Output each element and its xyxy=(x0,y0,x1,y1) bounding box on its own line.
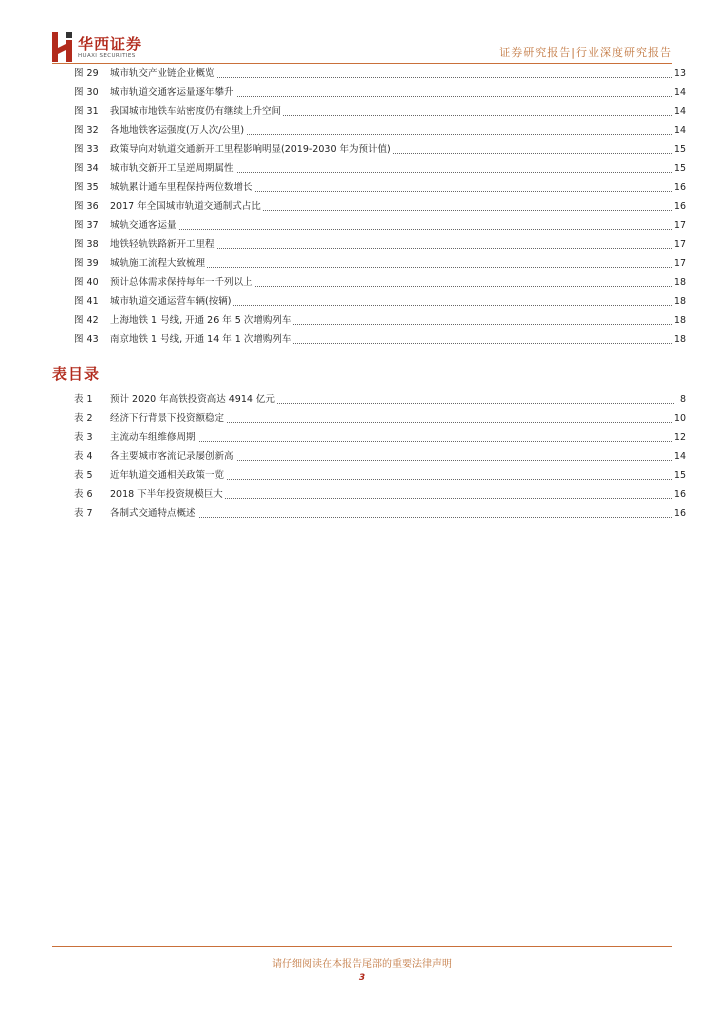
toc-entry-page[interactable]: 14 xyxy=(672,102,686,121)
toc-entry-title[interactable]: 城轨交通客运量 xyxy=(110,216,179,235)
toc-entry-page[interactable]: 18 xyxy=(672,292,686,311)
toc-entry-title[interactable]: 2017 年全国城市轨道交通制式占比 xyxy=(110,197,263,216)
toc-entry-page[interactable]: 15 xyxy=(672,466,686,485)
toc-entry-page[interactable]: 17 xyxy=(672,235,686,254)
toc-entry-title[interactable]: 南京地铁 1 号线, 开通 14 年 1 次增购列车 xyxy=(110,330,293,349)
toc-entry-title[interactable]: 城市轨道交通运营车辆(按辆) xyxy=(110,292,233,311)
toc-entry-page[interactable]: 18 xyxy=(672,330,686,349)
toc-entry-label: 表 4 xyxy=(74,451,93,462)
page-number: 3 xyxy=(358,973,366,983)
toc-entry-title[interactable]: 近年轨道交通相关政策一览 xyxy=(110,466,226,485)
figure-toc-entry[interactable] xyxy=(74,197,686,216)
toc-entry-label: 图 30 xyxy=(74,87,99,98)
toc-entry-label: 图 37 xyxy=(74,220,99,231)
toc-entry-page[interactable]: 16 xyxy=(672,504,686,523)
toc-entry-label: 表 3 xyxy=(74,432,93,443)
toc-entry-label: 图 39 xyxy=(74,258,99,269)
toc-entry-page[interactable]: 16 xyxy=(672,197,686,216)
toc-entry-title[interactable]: 城市轨交产业链企业概览 xyxy=(110,64,217,83)
toc-entry-label: 图 42 xyxy=(74,315,99,326)
table-list xyxy=(74,390,686,523)
figure-toc-entry[interactable] xyxy=(74,235,686,254)
brand-name: 华西证券 xyxy=(78,35,143,53)
toc-entry-title[interactable]: 政策导向对轨道交通新开工里程影响明显(2019-2030 年为预计值) xyxy=(110,140,393,159)
table-toc-entry[interactable] xyxy=(74,504,686,523)
table-toc-entry[interactable] xyxy=(74,428,686,447)
toc-entry-page[interactable]: 15 xyxy=(672,159,686,178)
figure-toc-entry[interactable] xyxy=(74,140,686,159)
figure-toc-entry[interactable] xyxy=(74,311,686,330)
toc-entry-page[interactable]: 17 xyxy=(672,216,686,235)
toc-entry-label: 表 5 xyxy=(74,470,93,481)
toc-entry-page[interactable]: 18 xyxy=(672,273,686,292)
toc-entry-title[interactable]: 预计 2020 年高铁投资高达 4914 亿元 xyxy=(110,390,277,409)
figure-toc-entry[interactable] xyxy=(74,216,686,235)
toc-entry-label: 表 7 xyxy=(74,508,93,519)
toc-entry-title[interactable]: 预计总体需求保持每年一千列以上 xyxy=(110,273,255,292)
toc-entry-title[interactable]: 上海地铁 1 号线, 开通 26 年 5 次增购列车 xyxy=(110,311,293,330)
toc-entry-title[interactable]: 2018 下半年投资规模巨大 xyxy=(110,485,225,504)
toc-entry-title[interactable]: 各主要城市客流记录屡创新高 xyxy=(110,447,236,466)
legal-notice: 请仔细阅读在本报告尾部的重要法律声明 xyxy=(272,959,452,970)
toc-entry-title[interactable]: 经济下行背景下投资额稳定 xyxy=(110,409,226,428)
table-toc-entry[interactable] xyxy=(74,466,686,485)
figure-toc-entry[interactable] xyxy=(74,178,686,197)
toc-entry-page[interactable]: 13 xyxy=(672,64,686,83)
toc-entry-label: 表 1 xyxy=(74,394,93,405)
toc-entry-title[interactable]: 各制式交通特点概述 xyxy=(110,504,198,523)
toc-entry-label: 图 36 xyxy=(74,201,99,212)
figure-toc-entry[interactable] xyxy=(74,64,686,83)
toc-entry-label: 图 35 xyxy=(74,182,99,193)
figure-toc-entry[interactable] xyxy=(74,330,686,349)
toc-entry-page[interactable]: 14 xyxy=(672,121,686,140)
footer-divider xyxy=(52,946,672,947)
toc-entry-label: 图 33 xyxy=(74,144,99,155)
toc-entry-page[interactable]: 16 xyxy=(672,178,686,197)
toc-entry-page[interactable]: 14 xyxy=(672,83,686,102)
table-toc-entry[interactable] xyxy=(74,447,686,466)
figure-toc-entry[interactable] xyxy=(74,83,686,102)
toc-entry-title[interactable]: 城轨施工流程大致梳理 xyxy=(110,254,207,273)
toc-entry-page[interactable]: 15 xyxy=(672,140,686,159)
toc-entry-label: 图 29 xyxy=(74,68,99,79)
toc-entry-label: 表 2 xyxy=(74,413,93,424)
figure-toc-entry[interactable] xyxy=(74,159,686,178)
toc-entry-page[interactable]: 8 xyxy=(678,390,686,409)
toc-entry-label: 表 6 xyxy=(74,489,93,500)
toc-dot-leader xyxy=(110,229,674,230)
toc-entry-page[interactable]: 16 xyxy=(672,485,686,504)
figure-toc-entry[interactable] xyxy=(74,273,686,292)
toc-entry-title[interactable]: 我国城市地铁车站密度仍有继续上升空间 xyxy=(110,102,283,121)
toc-entry-label: 图 40 xyxy=(74,277,99,288)
toc-entry-page[interactable]: 17 xyxy=(672,254,686,273)
report-type-tagline: 证券研究报告|行业深度研究报告 xyxy=(499,46,672,59)
toc-entry-label: 图 41 xyxy=(74,296,99,307)
toc-entry-label: 图 43 xyxy=(74,334,99,345)
figure-toc-entry[interactable] xyxy=(74,292,686,311)
toc-entry-title[interactable]: 主流动车组维修周期 xyxy=(110,428,198,447)
figure-toc-entry[interactable] xyxy=(74,254,686,273)
figure-toc-entry[interactable] xyxy=(74,121,686,140)
toc-entry-label: 图 38 xyxy=(74,239,99,250)
table-toc-entry[interactable] xyxy=(74,485,686,504)
huaxi-logo-icon xyxy=(52,32,74,62)
huaxi-logo xyxy=(52,32,212,66)
table-toc-entry[interactable] xyxy=(74,390,686,409)
figure-list xyxy=(74,64,686,349)
tables-section-title: 表目录 xyxy=(52,365,101,383)
toc-entry-page[interactable]: 10 xyxy=(672,409,686,428)
figure-toc-entry[interactable] xyxy=(74,102,686,121)
toc-entry-title[interactable]: 城市轨交新开工呈逆周期属性 xyxy=(110,159,236,178)
brand-subtitle: HUAXI SECURITIES xyxy=(78,53,136,59)
toc-entry-title[interactable]: 地铁轻轨铁路新开工里程 xyxy=(110,235,217,254)
toc-entry-label: 图 31 xyxy=(74,106,99,117)
toc-entry-title[interactable]: 各地地铁客运强度(万人次/公里) xyxy=(110,121,246,140)
toc-entry-title[interactable]: 城市轨道交通客运量逐年攀升 xyxy=(110,83,236,102)
toc-entry-page[interactable]: 18 xyxy=(672,311,686,330)
page-header xyxy=(0,0,724,66)
toc-entry-label: 图 34 xyxy=(74,163,99,174)
toc-entry-title[interactable]: 城轨累计通车里程保持两位数增长 xyxy=(110,178,255,197)
toc-entry-page[interactable]: 14 xyxy=(672,447,686,466)
toc-entry-label: 图 32 xyxy=(74,125,99,136)
toc-entry-page[interactable]: 12 xyxy=(672,428,686,447)
table-toc-entry[interactable] xyxy=(74,409,686,428)
